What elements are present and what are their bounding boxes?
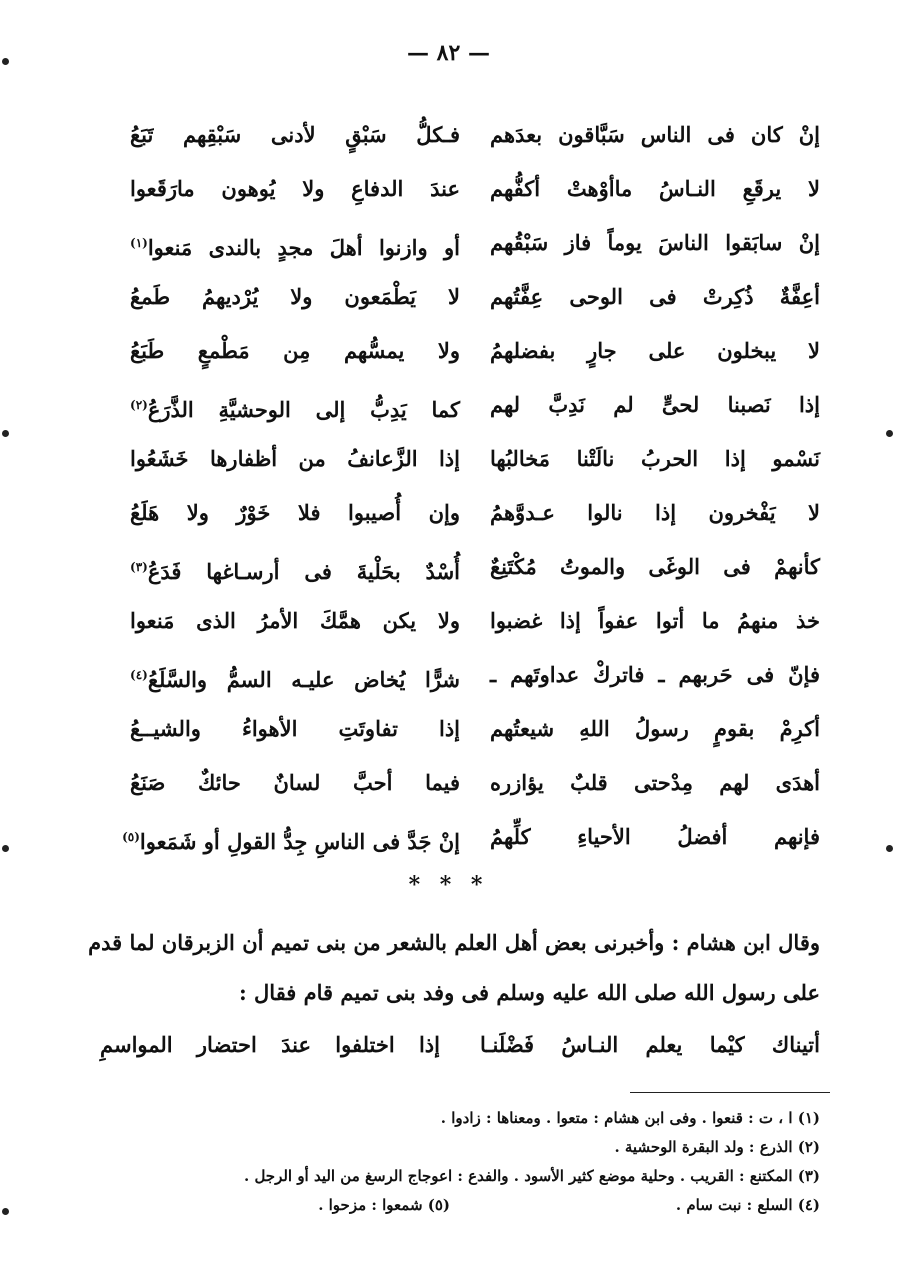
verse-second-hemistich: إذا تفاوتَتِ الأهواءُ والشيــعُ <box>130 716 460 741</box>
prose-line: على رسول الله صلى الله عليه وسلم فى وفد بنى تميم قام فقال : <box>238 980 820 1005</box>
verse <box>130 216 820 270</box>
scan-mark <box>2 58 9 65</box>
verse <box>130 162 820 216</box>
verse-first-hemistich: كأنهمْ فى الوغَى والموتُ مُكْتَنِعٌ <box>490 554 820 579</box>
verse <box>130 702 820 756</box>
verse-second-hemistich: إذا اختلفوا عندَ احتضار المواسمِ <box>100 1032 440 1057</box>
verse-second-hemistich: ولا يمسُّهم مِن مَطْمعٍ طَبَعُ <box>130 338 460 363</box>
verse-first-hemistich: أكرِمْ بقومٍ رسولُ اللهِ شيعتُهم <box>490 716 820 741</box>
verse <box>130 432 820 486</box>
verse <box>130 324 820 378</box>
scan-mark <box>2 430 9 437</box>
verse-first-hemistich: لا يَفْخرون إذا نالوا عـدوَّهمُ <box>490 500 820 525</box>
footnote-rule <box>630 1092 830 1093</box>
verse <box>130 756 820 810</box>
footnote: (٣) المكتنع : القريب . وحلية موضع كثير الأسود . والفدع : اعوجاج الرسغ من اليد أو الرجل . <box>244 1167 820 1185</box>
verse-second-hemistich: كما يَدِبُّ إلى الوحشيَّةِ الذَّرَعُ$^{(٢)}$ <box>130 397 460 422</box>
verse <box>130 270 820 324</box>
verse-first-hemistich: إنْ كان فى الناس سَبَّاقون بعدَهم <box>490 122 820 147</box>
verse <box>130 648 820 702</box>
footnote: (١) ا ، ت : قنعوا . وفى ابن هشام : متعوا . ومعناها : زادوا . <box>440 1109 820 1127</box>
scan-mark <box>886 845 893 852</box>
footnote-ref: (٣) <box>130 560 148 574</box>
page-number: — ٨٢ — <box>407 40 490 66</box>
footnote: (٢) الذرع : ولد البقرة الوحشية . <box>614 1138 820 1156</box>
verse-second-hemistich: أو وازنوا أهلَ مجدٍ بالندى مَنعوا$^{(١)}$ <box>130 235 460 260</box>
verse <box>130 486 820 540</box>
footnote-ref: (٥) <box>122 830 140 844</box>
footnotes <box>100 1104 820 1220</box>
scan-mark <box>886 430 893 437</box>
verse-first-hemistich: خذ منهمُ ما أتوا عفواً إذا غضبوا <box>490 608 820 633</box>
verse-second-hemistich: إذا الزَّعانفُ من أظفارها خَشَعُوا <box>130 446 460 471</box>
verse-first-hemistich: إنْ سابَقوا الناسَ يوماً فاز سَبْقُهم <box>490 230 820 255</box>
verse <box>122 810 820 864</box>
verse-second-hemistich: عندَ الدفاعِ ولا يُوهون مارَقَعوا <box>130 176 460 201</box>
verse <box>130 108 820 162</box>
verse-second-hemistich: وإن أُصيبوا فلا خَوْرٌ ولا هَلَعُ <box>130 500 460 525</box>
scan-mark <box>2 845 9 852</box>
footnote-row <box>100 1191 820 1220</box>
verse-second-hemistich: شرًّا يُخاض عليـه السمُّ والسَّلَعُ$^{(٤)}$ <box>130 667 460 692</box>
verse <box>130 540 820 594</box>
footnote: (٤) السلع : نبت سام . <box>675 1196 820 1214</box>
footnote-ref: (١) <box>130 236 148 250</box>
verse-first-hemistich: لا يبخلون على جارٍ بفضلهمُ <box>490 338 820 363</box>
verse-first-hemistich: لا يرقَعِ النـاسُ ماأوْهتْ أكفُّهم <box>490 176 820 201</box>
verse-first-hemistich: نَسْمو إذا الحربُ نالَتْنا مَخالبُها <box>490 446 820 471</box>
section-divider: * * * <box>408 872 489 898</box>
scan-mark <box>2 1208 9 1215</box>
prose-paragraph <box>88 918 820 1018</box>
footnote: (٥) شمعوا : مزحوا . <box>318 1196 450 1214</box>
verse-first-hemistich: أعِفَّةٌ ذُكِرتْ فى الوحى عِفَّتُهم <box>490 284 820 309</box>
verse-first-hemistich: أهدَى لهم مِدْحتى قلبٌ يؤازره <box>490 770 820 795</box>
verse-second-hemistich: فيما أحبَّ لسانٌ حائكٌ صَنَعُ <box>130 770 460 795</box>
verse-first-hemistich: فإنهم أفضلُ الأحياءِ كلِّهمُ <box>490 824 820 849</box>
verse-second-hemistich: أُسْدٌ بحَلْيةَ فى أرسـاغها فَدَعُ$^{(٣)}$ <box>130 559 460 584</box>
verse-first-hemistich: أتيناك كيْما يعلم النـاسُ فَضْلَنـا <box>480 1032 820 1057</box>
verse-first-hemistich: فإنّ فى حَربهم ـ فاتركْ عداوتَهم ـ <box>490 662 820 687</box>
verse <box>130 594 820 648</box>
footnote-ref: (٤) <box>130 668 148 682</box>
poem <box>122 108 820 864</box>
verse-second-hemistich: ولا يكن همَّكَ الأمرُ الذى مَنعوا <box>130 608 460 633</box>
verse-first-hemistich: إذا نَصبنا لحىٍّ لم نَدِبَّ لهم <box>490 392 820 417</box>
verse <box>130 378 820 432</box>
verse-second-hemistich: إنْ جَدَّ فى الناسِ جِدُّ القولِ أو شَمَعوا$^{(٥)}$ <box>122 829 460 854</box>
prose-line: وقال ابن هشام : وأخبرنى بعض أهل العلم بالشعر من بنى تميم أن الزبرقان لما قدم <box>88 930 820 955</box>
verse-second-hemistich: لا يَطْمَعون ولا يُرْديهمُ طَمعُ <box>130 284 460 309</box>
closing-verse <box>100 1020 820 1070</box>
footnote-ref: (٢) <box>130 398 148 412</box>
verse-second-hemistich: فـكلُّ سَبْقٍ لأدنى سَبْقِهم تَبَعُ <box>130 122 460 147</box>
